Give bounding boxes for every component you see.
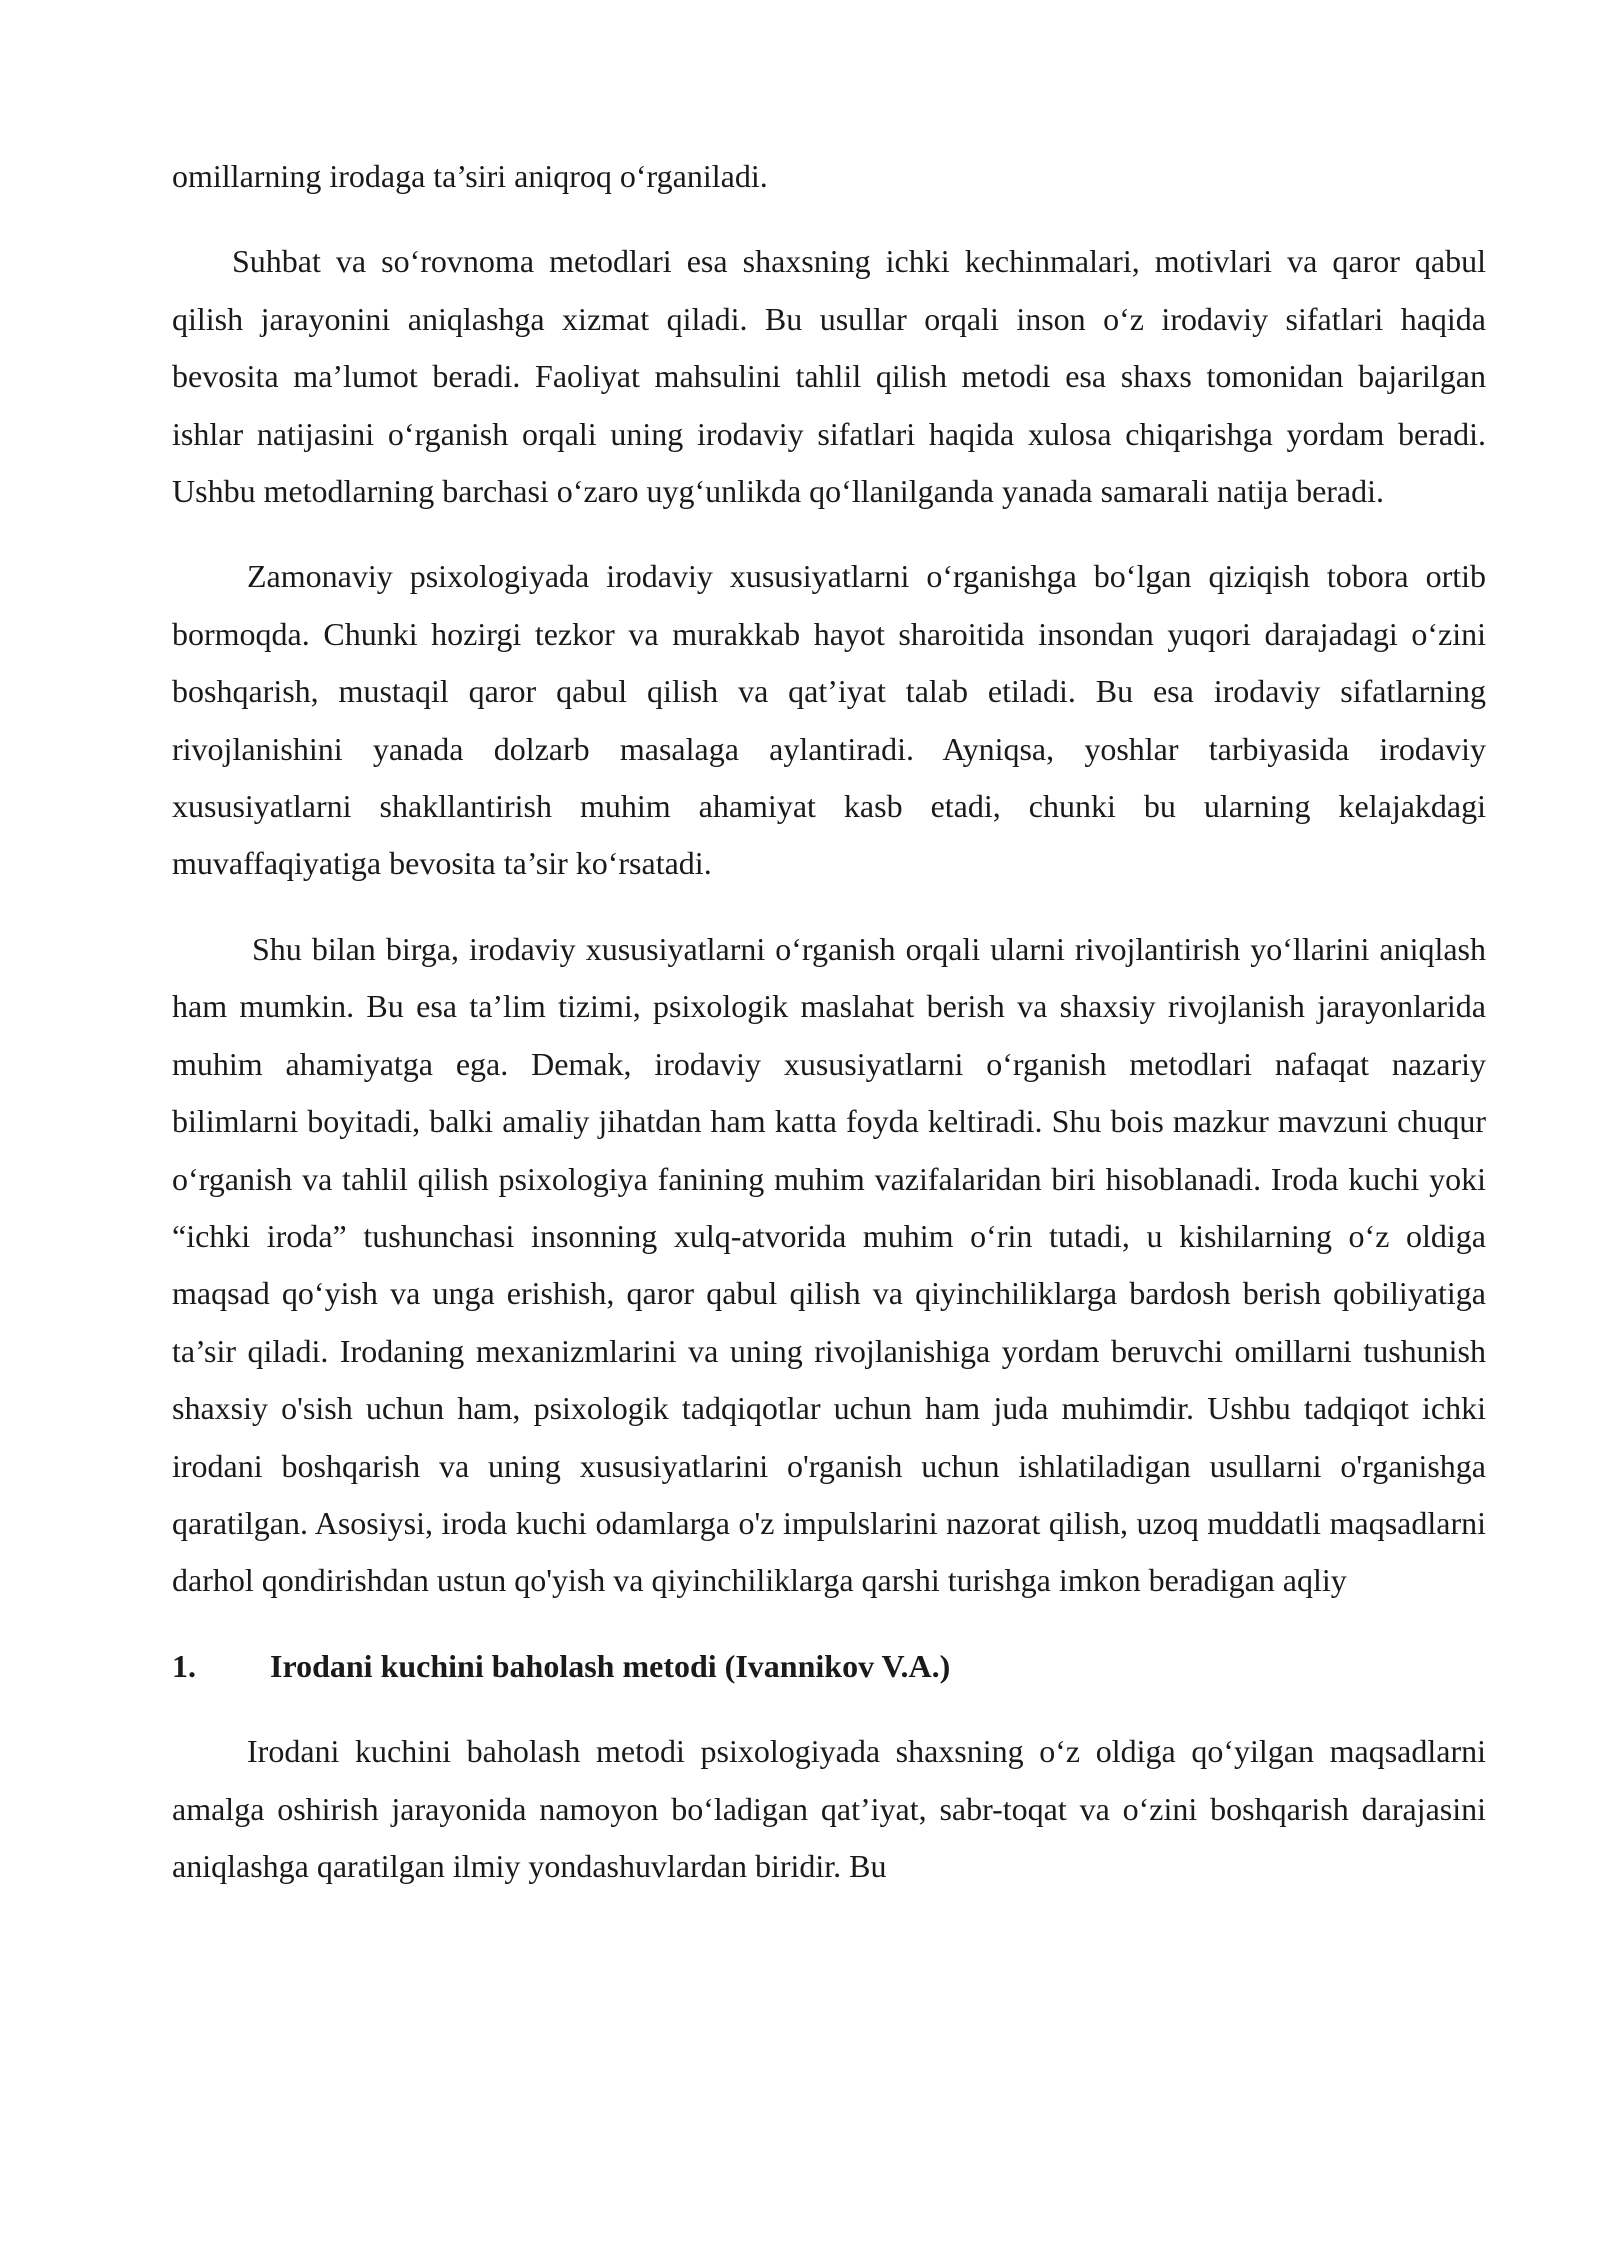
document-page — [172, 148, 1486, 1923]
paragraph-willpower: Shu bilan birga, irodaviy xususiyatlarni o‘rganish orqali ularni rivojlantirish yo‘llarini aniqlash ham mumkin. Bu esa ta’lim tizimi, psixologik maslahat berish va shaxsiy rivojlanish jarayonlarida muhim ahamiyatga ega. Demak, irodaviy xususiyatlarni o‘rganish metodlari nafaqat nazariy bilimlarni boyitadi, balki amaliy jihatdan ham katta foyda keltiradi. Shu bois mazkur mavzuni chuqur o‘rganish va tahlil qilish psixologiya fanining muhim vazifalaridan biri hisoblanadi. Iroda kuchi yoki “ichki iroda” tushunchasi insonning xulq-atvorida muhim o‘rin tutadi, u kishilarning o‘z oldiga maqsad qo‘yish va unga erishish, qaror qabul qilish va qiyinchiliklarga bardosh berish qobiliyatiga ta’sir qiladi. Irodaning mexanizmlarini va uning rivojlanishiga yordam beruvchi omillarni tushunish shaxsiy o'sish uchun ham, psixologik tadqiqotlar uchun ham juda muhimdir. Ushbu tadqiqot ichki irodani boshqarish va uning xususiyatlarini o'rganish uchun ishlatiladigan usullarni o'rganishga qaratilgan. Asosiysi, iroda kuchi odamlarga o'z impulslarini nazorat qilish, uzoq muddatli maqsadlarni darhol qondirishdan ustun qo'yish va qiyinchiliklarga qarshi turishga imkon beradigan aqliy — [172, 930, 1486, 1599]
paragraph-methods: Suhbat va so‘rovnoma metodlari esa shaxsning ichki kechinmalari, motivlari va qaror qabul qilish jarayonini aniqlashga xizmat qiladi. Bu usullar orqali inson o‘z irodaviy sifatlari haqida bevosita ma’lumot beradi. Faoliyat mahsulini tahlil qilish metodi esa shaxs tomonidan bajarilgan ishlar natijasini o‘rganish orqali uning irodaviy sifatlari haqida xulosa chiqarishga yordam beradi. Ushbu metodlarning barchasi o‘zaro uyg‘unlikda qo‘llanilganda yanada samarali natija beradi. — [172, 243, 1486, 510]
paragraph-method-description: Irodani kuchini baholash metodi psixologiyada shaxsning o‘z oldiga qo‘yilgan maqsadlarni amalga oshirish jarayonida namoyon bo‘ladigan qat’iyat, sabr-toqat va o‘zini boshqarish darajasini aniqlashga qaratilgan ilmiy yondashuvlardan biridir. Bu — [172, 1733, 1486, 1884]
section-heading — [172, 1638, 1486, 1695]
section-title: Irodani kuchini baholash metodi (Ivannikov V.A.) — [270, 1647, 951, 1684]
section-number: 1. — [172, 1647, 196, 1684]
paragraph-continuation: omillarning irodaga ta’siri aniqroq o‘rganiladi. — [172, 158, 768, 194]
paragraph-modern-psychology: Zamonaviy psixologiyada irodaviy xususiyatlarni o‘rganishga bo‘lgan qiziqish tobora ortib bormoqda. Chunki hozirgi tezkor va murakkab hayot sharoitida insondan yuqori darajadagi o‘zini boshqarish, mustaqil qaror qabul qilish va qat’iyat talab etiladi. Bu esa irodaviy sifatlarning rivojlanishini yanada dolzarb masalaga aylantiradi. Ayniqsa, yoshlar tarbiyasida irodaviy xususiyatlarni shakllantirish muhim ahamiyat kasb etadi, chunki bu ularning kelajakdagi muvaffaqiyatiga bevosita ta’sir ko‘rsatadi. — [172, 558, 1486, 882]
